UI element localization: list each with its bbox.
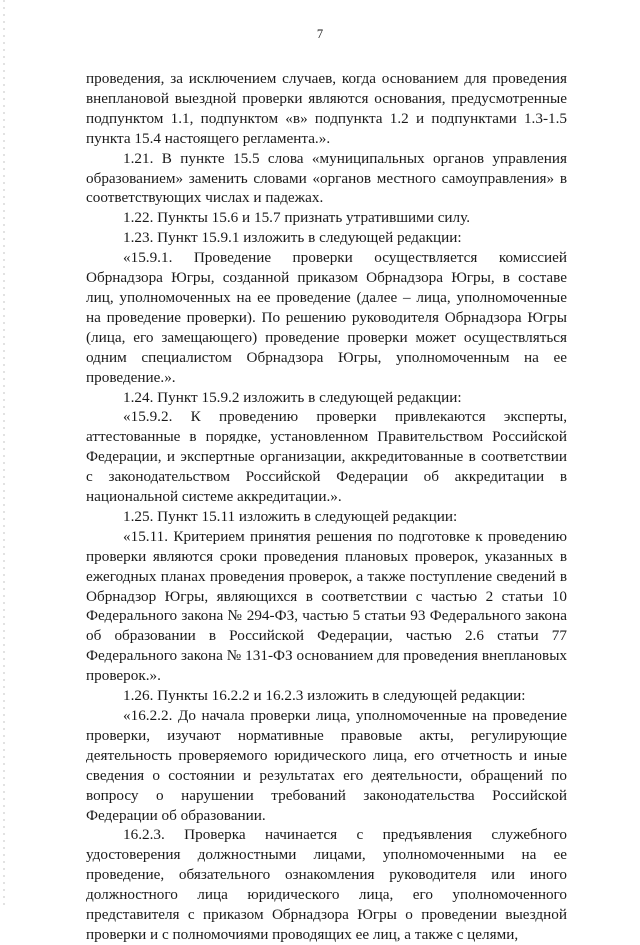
- document-body: [86, 69, 567, 945]
- paragraph-item-1-23: 1.23. Пункт 15.9.1 изложить в следующей редакции:: [123, 229, 462, 247]
- paragraph-item-1-24: 1.24. Пункт 15.9.2 изложить в следующей редакции:: [123, 388, 462, 406]
- paragraph-item-1-25: 1.25. Пункт 15.11 изложить в следующей редакции:: [123, 507, 458, 525]
- paragraph-quote-15-11: «15.11. Критерием принятия решения по подготовке к проведению проверки являются сроки проведения плановых проверок, указанных в ежегодных планах проведения проверок, а также поступление сведений в Обрнадзор Югры, являющихся в соответствии с частью 2 статьи 10 Федерального закона № 294-ФЗ, частью 5 статьи 93 Федерального закона об образовании в Российской Федерации, частью 2.6 статьи 77 Федерального закона № 131-ФЗ основанием для проведения внеплановых проверок.».: [86, 527, 567, 685]
- paragraph-continuation: проведения, за исключением случаев, когда основанием для проведения внеплановой выездной проверки являются основания, предусмотренные подпунктом 1.1, подпунктом «в» подпункта 1.2 и подпунктами 1.3-1.5 пункта 15.4 настоящего регламента.».: [86, 70, 567, 147]
- paragraph-item-1-21: 1.21. В пункте 15.5 слова «муниципальных органов управления образованием» заменить словами «органов местного самоуправления» в соответствующих числах и падежах.: [86, 149, 567, 207]
- paragraph-quote-16-2-2: «16.2.2. До начала проверки лица, уполномоченные на проведение проверки, изучают нормативные правовые акты, регулирующие деятельность проверяемого юридического лица, его отчетность и иные сведения о состоянии и результатах его деятельности, обращений по вопросу о нарушении требований законодательства Российской Федерации об образовании.: [86, 707, 567, 824]
- paragraph-quote-15-9-1: «15.9.1. Проведение проверки осуществляется комиссией Обрнадзора Югры, созданной приказом Обрнадзора Югры, в составе лиц, уполномоченных на ее проведение (далее – лица, уполномоченные на проведение проверки). По решению руководителя Обрнадзора Югры (лица, его замещающего) проведение проверки может осуществляться одним специалистом Обрнадзора Югры, уполномоченным на ее проведение.».: [86, 249, 567, 386]
- scan-edge: [3, 0, 5, 905]
- page-number: 7: [316, 27, 324, 41]
- paragraph-quote-15-9-2: «15.9.2. К проведению проверки привлекаются эксперты, аттестованные в порядке, установленном Правительством Российской Федерации, и экспертные организации, аккредитованные в соответствии с законодательством Российской Федерации об аккредитации в национальной системе аккредитации.».: [86, 408, 567, 506]
- paragraph-item-1-26: 1.26. Пункты 16.2.2 и 16.2.3 изложить в следующей редакции:: [123, 687, 526, 705]
- paragraph-item-1-22: 1.22. Пункты 15.6 и 15.7 признать утратившими силу.: [123, 209, 471, 227]
- paragraph-16-2-3: 16.2.3. Проверка начинается с предъявления служебного удостоверения должностными лицами, уполномоченными на ее проведение, обязательного ознакомления руководителя или иного должностного лица юридического лица, его уполномоченного представителя с приказом Обрнадзора Югры о проведении выездной проверки и с полномочиями проводящих ее лиц, а также с целями,: [86, 826, 567, 943]
